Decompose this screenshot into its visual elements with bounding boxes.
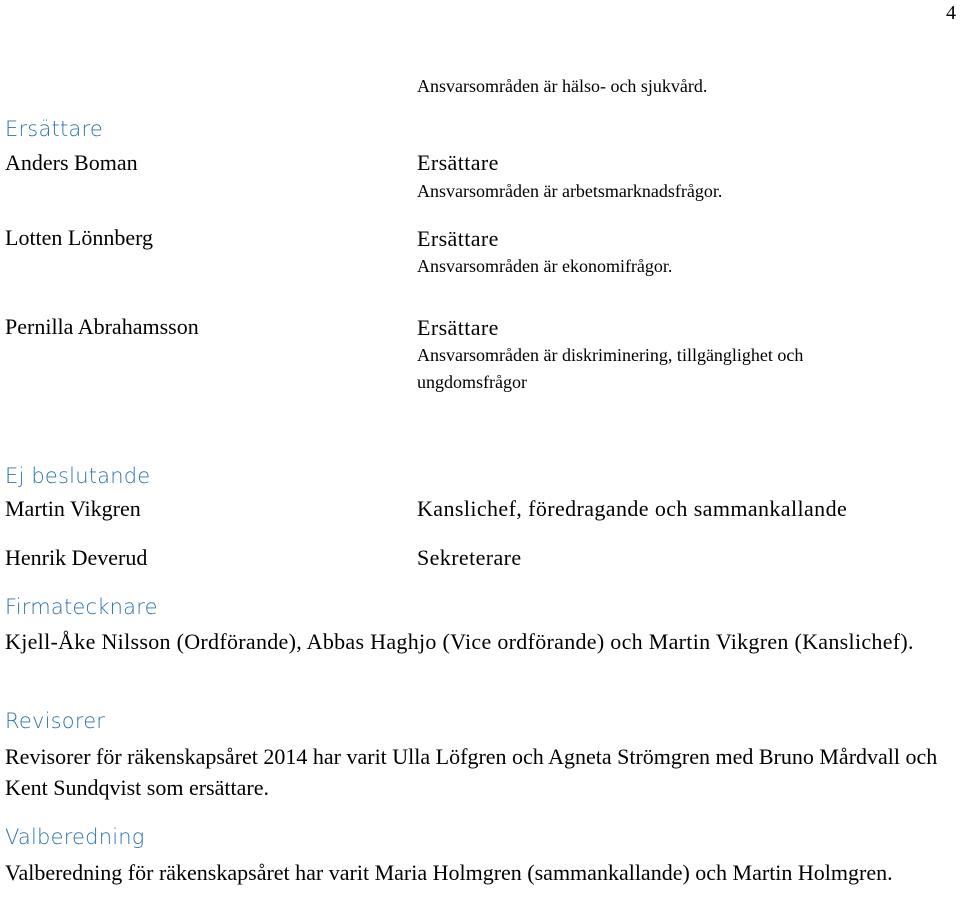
section-heading-ej-beslutande: Ej beslutande (5, 464, 151, 488)
top-note: Ansvarsområden är hälso- och sjukvård. (417, 76, 708, 96)
firmatecknare-text: Kjell-Åke Nilsson (Ordförande), Abbas Haghjo (Vice ordförande) och Martin Vikgren (Kanslichef). (5, 629, 914, 654)
member-role: Kanslichef, föredragande och sammankallande (417, 496, 848, 521)
member-name: Pernilla Abrahamsson (5, 314, 199, 339)
member-area-line2: ungdomsfrågor (417, 372, 527, 392)
member-role: Ersättare (417, 226, 499, 251)
member-role: Sekreterare (417, 545, 522, 570)
section-heading-revisorer: Revisorer (5, 709, 106, 733)
page-number: 4 (946, 2, 956, 24)
member-role: Ersättare (417, 315, 499, 340)
member-role: Ersättare (417, 150, 499, 175)
section-heading-valberedning: Valberedning (5, 825, 145, 849)
section-heading-ersattare: Ersättare (5, 117, 103, 141)
member-area: Ansvarsområden är ekonomifrågor. (417, 256, 673, 276)
member-name: Henrik Deverud (5, 545, 148, 570)
member-area-line1: Ansvarsområden är diskriminering, tillgänglighet och (417, 345, 804, 365)
member-area: Ansvarsområden är arbetsmarknadsfrågor. (417, 181, 723, 201)
member-name: Martin Vikgren (5, 496, 141, 521)
revisorer-text: Revisorer för räkenskapsåret 2014 har varit Ulla Löfgren och Agneta Strömgren med Bruno Mårdvall och Kent Sundqvist som ersättare. (5, 744, 938, 800)
member-name: Lotten Lönnberg (5, 225, 154, 250)
valberedning-text: Valberedning för räkenskapsåret har varit Maria Holmgren (sammankallande) och Martin Holmgren. (5, 860, 893, 885)
member-name: Anders Boman (5, 150, 138, 175)
section-heading-firmatecknare: Firmatecknare (5, 595, 158, 619)
